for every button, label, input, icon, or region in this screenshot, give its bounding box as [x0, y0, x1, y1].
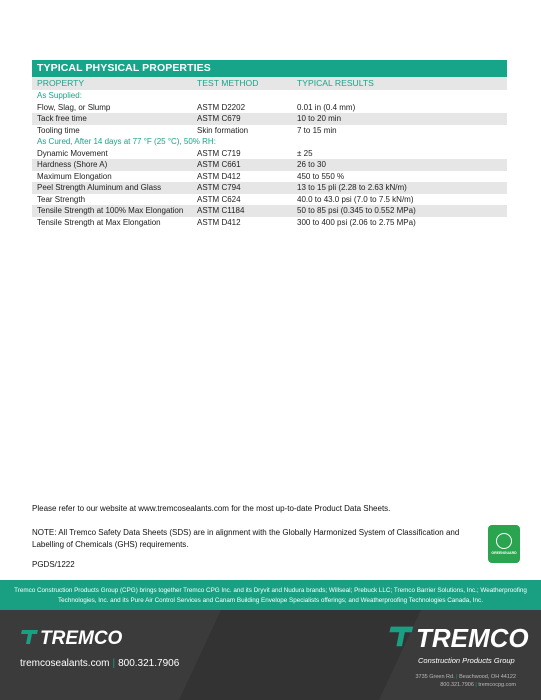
table-header-row	[32, 77, 507, 90]
table-row	[32, 113, 507, 125]
cell-result: ± 25	[297, 148, 313, 158]
table-row	[32, 102, 507, 114]
table-row	[32, 182, 507, 194]
cell-result: 450 to 550 %	[297, 171, 345, 181]
cell-property: Maximum Elongation	[37, 171, 112, 181]
cell-result: 7 to 15 min	[297, 125, 337, 135]
footer-logo-right: TREMCO	[388, 621, 529, 656]
cell-result: 50 to 85 psi (0.345 to 0.552 MPa)	[297, 206, 416, 215]
cell-test-method: ASTM D2202	[197, 102, 246, 112]
section-label-cured: As Cured, After 14 days at 77 °F (25 °C), 50% RH:	[37, 137, 216, 146]
footer-logo-left: TREMCO	[20, 626, 122, 652]
cell-property: Hardness (Shore A)	[37, 160, 108, 169]
table-row	[32, 159, 507, 171]
table-row	[32, 125, 507, 137]
cell-result: 13 to 15 pli (2.28 to 2.63 kN/m)	[297, 183, 407, 192]
cell-property: Tack free time	[37, 114, 87, 123]
table-row	[32, 205, 507, 217]
cell-test-method: ASTM C679	[197, 114, 241, 123]
section-label-supplied: As Supplied:	[37, 91, 82, 100]
cpg-description-band: Tremco Construction Products Group (CPG) brings together Tremco CPG Inc. and its Dryvit and Nudura brands; Willseal; Prebuck LLC; Tremco Barrier Solutions, Inc.; Weatherproofing Technologies, Inc. and its Pure Air Control Services and Canam Building Envelope Specialists offerings; and Weatherproofing Technologies Canada, Inc.	[0, 580, 541, 610]
cell-property: Tooling time	[37, 125, 80, 135]
greenguard-leaf-icon	[496, 533, 512, 549]
header-property: PROPERTY	[37, 78, 85, 88]
footer-phone: 800.321.7906	[118, 658, 180, 669]
cell-property: Flow, Slag, or Slump	[37, 102, 111, 112]
cell-result: 40.0 to 43.0 psi (7.0 to 7.5 kN/m)	[297, 194, 414, 204]
cell-result: 26 to 30	[297, 160, 326, 169]
greenguard-badge: GREENGUARD	[488, 525, 520, 563]
footer-website[interactable]: tremcosealants.com	[20, 658, 110, 669]
footer-contact: tremcosealants.com | 800.321.7906	[20, 658, 180, 669]
table-row	[32, 148, 507, 160]
header-typical-results: TYPICAL RESULTS	[297, 78, 374, 88]
table-row	[32, 194, 507, 206]
footer-website-2[interactable]: tremcocpg.com	[478, 682, 516, 688]
cell-test-method: Skin formation	[197, 125, 249, 135]
cell-test-method: ASTM D412	[197, 217, 241, 227]
cell-result: 10 to 20 min	[297, 114, 342, 123]
cell-test-method: ASTM C661	[197, 160, 241, 169]
table-row	[32, 217, 507, 229]
table-title: TYPICAL PHYSICAL PROPERTIES	[32, 60, 507, 77]
cell-test-method: ASTM C624	[197, 194, 241, 204]
website-note: Please refer to our website at www.tremcosealants.com for the most up-to-date Product Data Sheets.	[32, 504, 391, 513]
cell-property: Dynamic Movement	[37, 148, 108, 158]
sds-note: NOTE: All Tremco Safety Data Sheets (SDS) are in alignment with the Globally Harmonized System of Classification and Labelling of Chemicals (GHS) requirements.	[32, 528, 460, 549]
cell-property: Tensile Strength at 100% Max Elongation	[37, 206, 184, 215]
doc-code: PGDS/1222	[32, 560, 75, 569]
cell-property: Tear Strength	[37, 194, 86, 204]
tremco-t-icon	[20, 626, 40, 652]
cell-test-method: ASTM D412	[197, 171, 241, 181]
cell-test-method: ASTM C719	[197, 148, 241, 158]
header-test-method: TEST METHOD	[197, 78, 259, 88]
cell-result: 300 to 400 psi (2.06 to 2.75 MPa)	[297, 217, 416, 227]
cell-property: Peel Strength Aluminum and Glass	[37, 183, 162, 192]
cpg-label: Construction Products Group	[418, 656, 515, 665]
physical-properties-table	[32, 60, 507, 228]
tremco-t-icon	[388, 621, 416, 656]
table-row	[32, 171, 507, 183]
cell-property: Tensile Strength at Max Elongation	[37, 217, 161, 227]
cell-result: 0.01 in (0.4 mm)	[297, 102, 356, 112]
cell-test-method: ASTM C1184	[197, 206, 245, 215]
cell-test-method: ASTM C794	[197, 183, 241, 192]
footer-address: 3735 Green Rd. | Beachwood, OH 44122 800.321.7906 | tremcocpg.com	[415, 674, 516, 688]
